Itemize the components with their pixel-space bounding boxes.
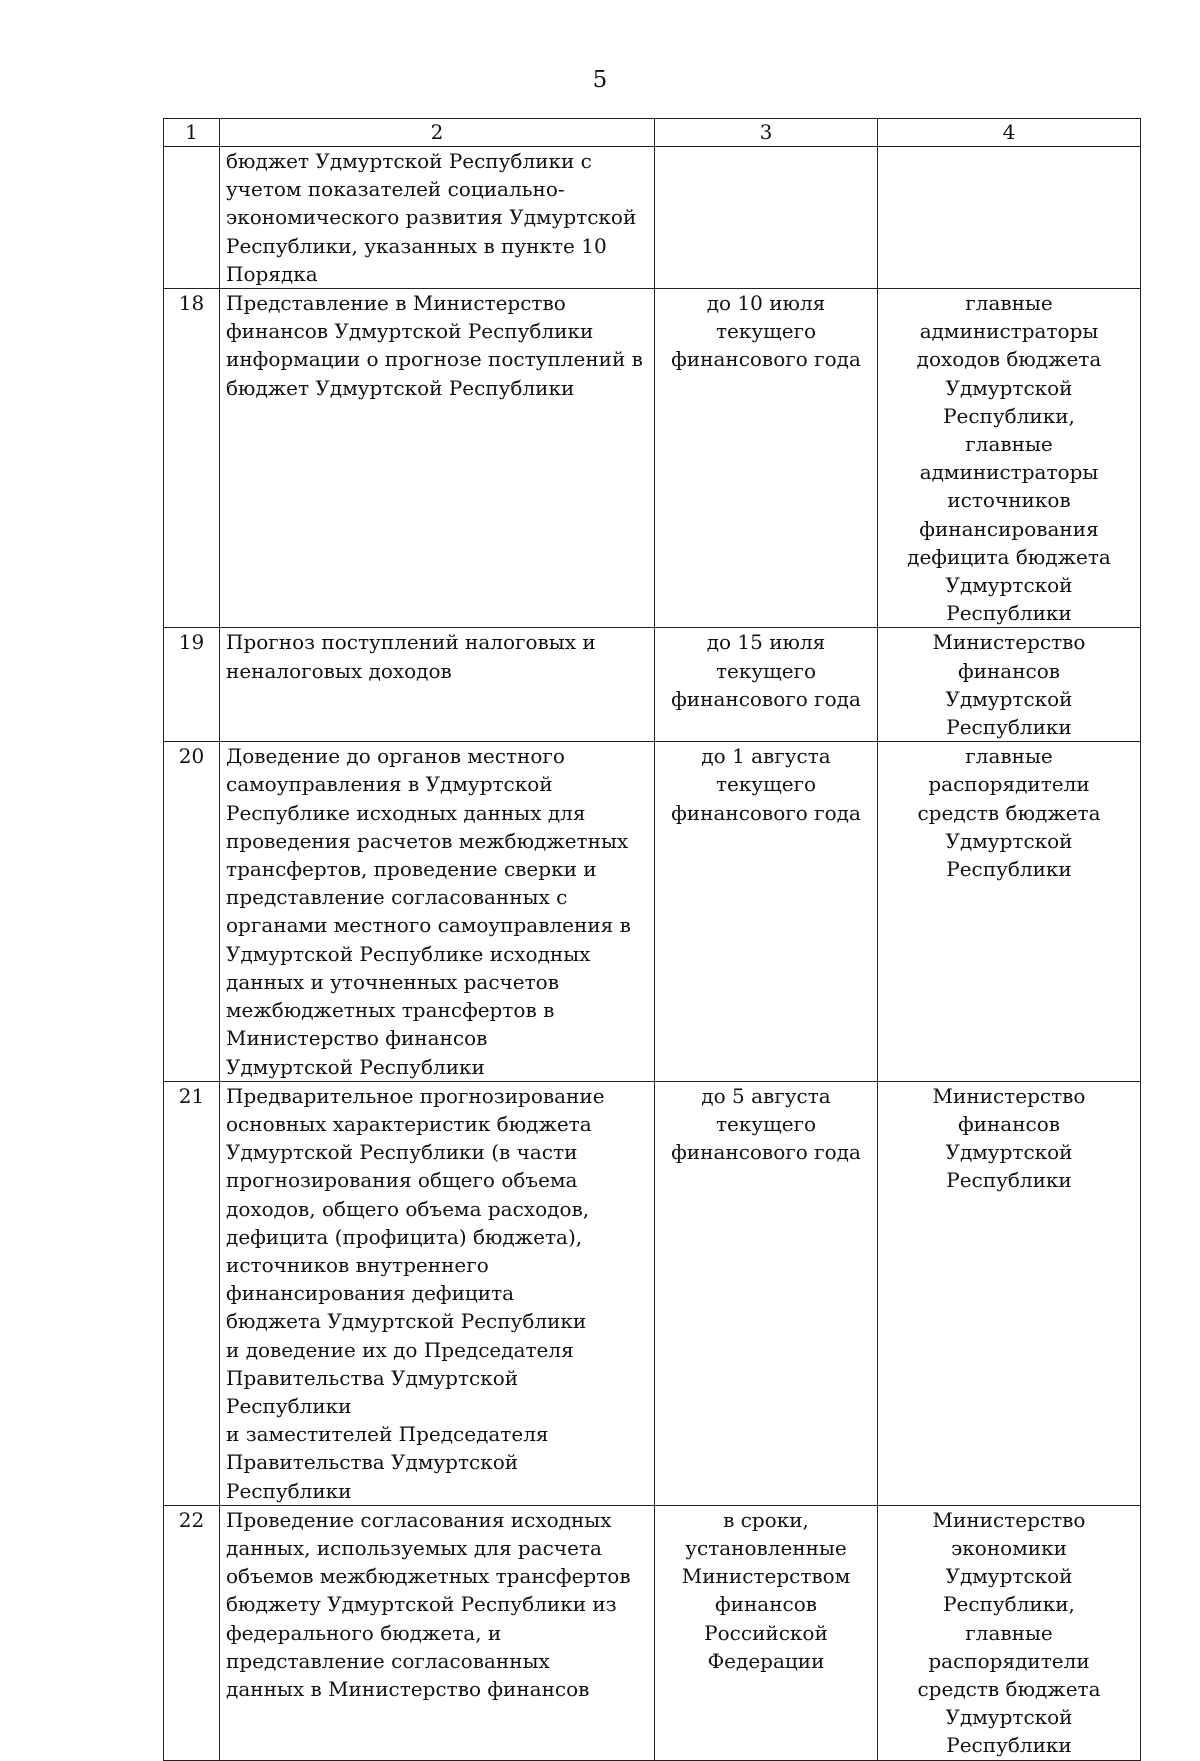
row-number: 22 [164,1505,220,1760]
column-header-term: 3 [655,119,878,147]
row-number: 20 [164,742,220,1081]
row-term: до 5 августа текущего финансового года [655,1081,878,1505]
table-row [164,742,1141,1081]
table-header-row [164,119,1141,147]
row-responsible: Министерство экономики Удмуртской Республики, главные распорядители средств бюджета Удмуртской Республики [878,1505,1141,1760]
column-header-responsible: 4 [878,119,1141,147]
table-row [164,147,1141,289]
row-description: Доведение до органов местного самоуправления в Удмуртской Республике исходных данных для проведения расчетов межбюджетных трансфертов, проведение сверки и представление согласованных с органами местного самоуправления в Удмуртской Республике исходных данных и уточненных расчетов межбюджетных трансфертов в Министерство финансов Удмуртской Республики [220,742,655,1081]
row-number [164,147,220,289]
table-row [164,1505,1141,1760]
column-header-number: 1 [164,119,220,147]
row-responsible: Министерство финансов Удмуртской Республики [878,628,1141,742]
row-responsible: главные распорядители средств бюджета Удмуртской Республики [878,742,1141,1081]
page-number: 5 [592,67,608,93]
table-row [164,628,1141,742]
table-row [164,1081,1141,1505]
row-number: 19 [164,628,220,742]
row-term: в сроки, установленные Министерством финансов Российской Федерации [655,1505,878,1760]
row-term: до 10 июля текущего финансового года [655,289,878,628]
row-term: до 15 июля текущего финансового года [655,628,878,742]
column-header-description: 2 [220,119,655,147]
row-number: 21 [164,1081,220,1505]
row-number: 18 [164,289,220,628]
row-description: бюджет Удмуртской Республики с учетом показателей социально- экономического развития Удмуртской Республики, указанных в пункте 10 Порядка [220,147,655,289]
row-description: Проведение согласования исходных данных, используемых для расчета объемов межбюджетных трансфертов бюджету Удмуртской Республики из федерального бюджета, и представление согласованных данных в Министерство финансов [220,1505,655,1760]
row-description: Представление в Министерство финансов Удмуртской Республики информации о прогнозе поступлений в бюджет Удмуртской Республики [220,289,655,628]
row-responsible [878,147,1141,289]
row-term: до 1 августа текущего финансового года [655,742,878,1081]
table-row [164,289,1141,628]
row-description: Прогноз поступлений налоговых и неналоговых доходов [220,628,655,742]
row-responsible: главные администраторы доходов бюджета Удмуртской Республики, главные администраторы источников финансирования дефицита бюджета Удмуртской Республики [878,289,1141,628]
row-term [655,147,878,289]
row-description: Предварительное прогнозирование основных характеристик бюджета Удмуртской Республики (в части прогнозирования общего объема доходов, общего объема расходов, дефицита (профицита) бюджета), источников внутреннего финансирования дефицита бюджета Удмуртской Республики и доведение их до Председателя Правительства Удмуртской Республики и заместителей Председателя Правительства Удмуртской Республики [220,1081,655,1505]
schedule-table [163,118,1141,1761]
row-responsible: Министерство финансов Удмуртской Республики [878,1081,1141,1505]
